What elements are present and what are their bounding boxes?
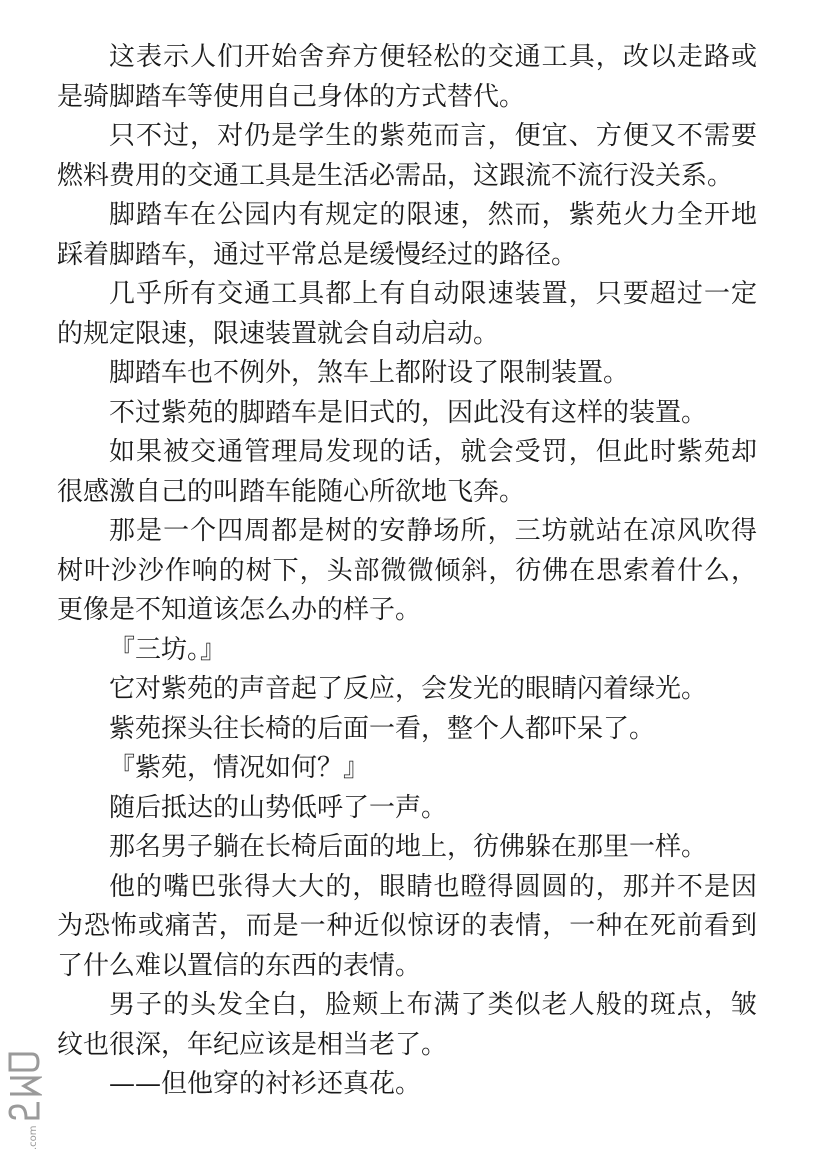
paragraph: 脚踏车在公园内有规定的限速，然而，紫苑火力全开地踩着脚踏车，通过平常总是缓慢经过的路径。 [57,200,757,270]
watermark-logo [6,1050,42,1162]
paragraph: 那名男子躺在长椅后面的地上，彷佛躲在那里一样。 [109,832,708,862]
dm5-logo-icon [6,1050,42,1162]
watermark-text: .com [28,1125,39,1150]
paragraph: 那是一个四周都是树的安静场所，三坊就站在凉风吹得树叶沙沙作响的树下，头部微微倾斜，彷佛在思索着什么，更像是不知道该怎么办的样子。 [57,516,757,625]
paragraph: 『三坊。』 [109,634,227,665]
text-body [57,38,757,1105]
paragraph: 如果被交通管理局发现的话，就会受罚，但此时紫苑却很感激自己的叫踏车能随心所欲地飞奔。 [57,437,757,507]
paragraph: 几乎所有交通工具都上有自动限速装置，只要超过一定的规定限速，限速装置就会自动启动。 [57,279,757,349]
paragraph: ——但他穿的衬衫还真花。 [109,1069,422,1099]
paragraph: 男子的头发全白，脸颊上布满了类似老人般的斑点，皱纹也很深，年纪应该是相当老了。 [57,990,757,1060]
paragraph: 『紫苑，情况如何？』 [109,753,370,783]
paragraph: 不过紫苑的脚踏车是旧式的，因此没有这样的装置。 [109,397,708,428]
paragraph: 只不过，对仍是学生的紫苑而言，便宜、方便又不需要燃料费用的交通工具是生活必需品，这跟流不流行没关系。 [57,121,757,191]
paragraph: 脚踏车也不例外，煞车上都附设了限制装置。 [109,358,630,388]
paragraph: 紫苑探头往长椅的后面一看，整个人都吓呆了。 [109,713,656,744]
paragraph: 他的嘴巴张得大大的，眼睛也瞪得圆圆的，那并不是因为恐怖或痛苦，而是一种近似惊讶的表情，一种在死前看到了什么难以置信的东西的表情。 [57,871,757,981]
paragraph: 它对紫苑的声音起了反应，会发光的眼睛闪着绿光。 [109,674,708,704]
paragraph: 随后抵达的山势低呼了一声。 [109,792,448,823]
paragraph: 这表示人们开始舍弃方便轻松的交通工具，改以走路或是骑脚踏车等使用自己身体的方式替代。 [57,42,757,112]
